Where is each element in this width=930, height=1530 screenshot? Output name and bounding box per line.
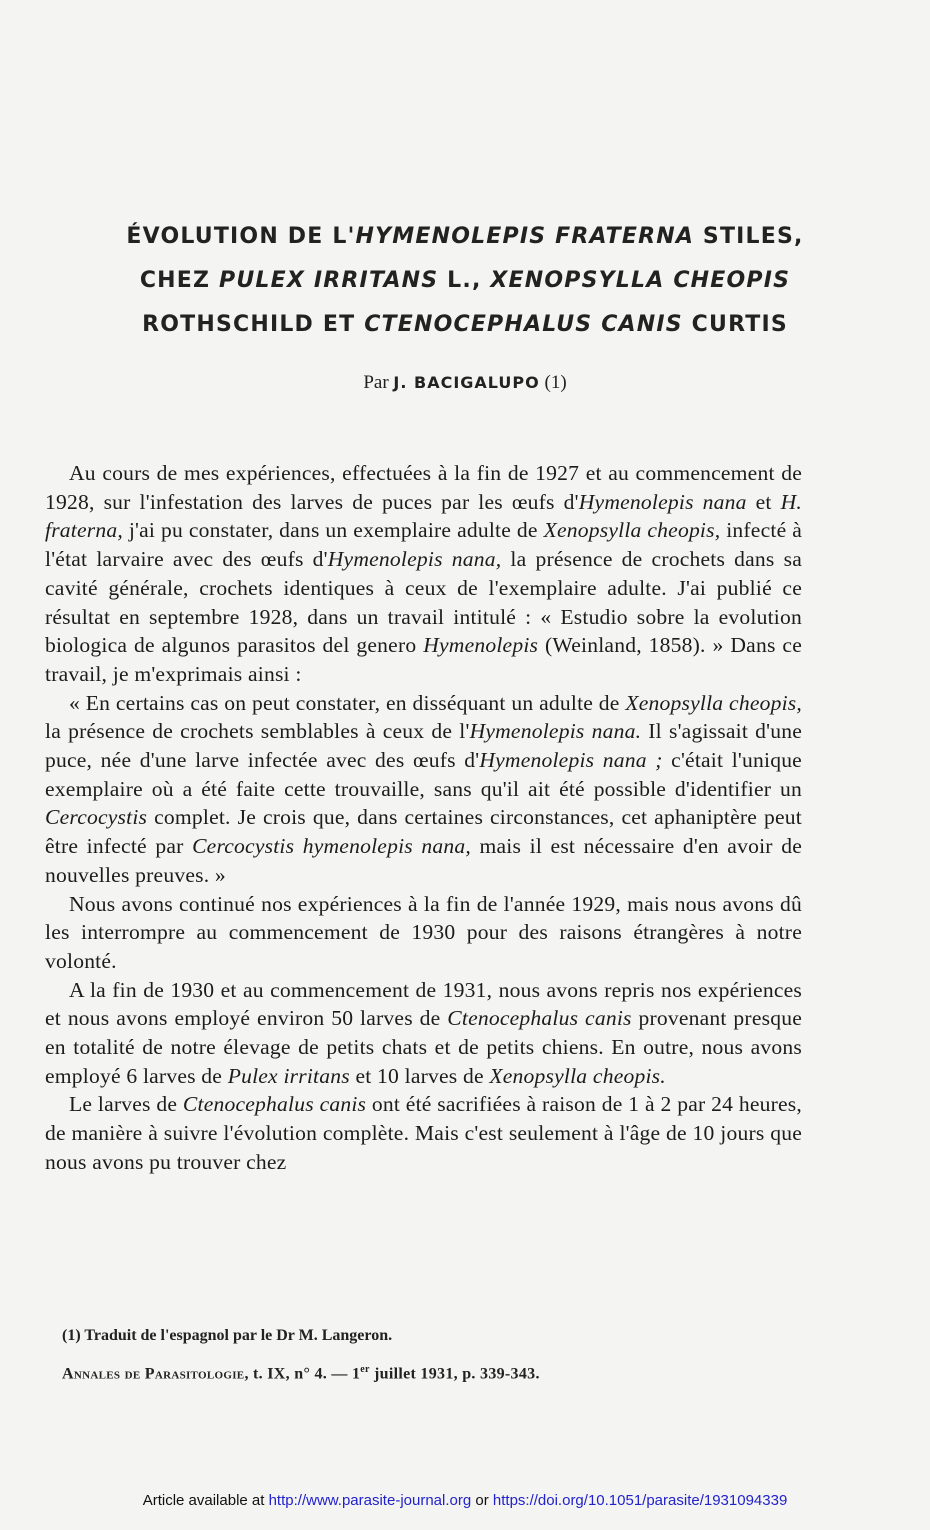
citation-sup: er (360, 1364, 370, 1375)
title-text: L., (438, 268, 491, 293)
title-species: CTENOCEPHALUS CANIS (364, 312, 683, 337)
author-name: J. BACIGALUPO (393, 373, 540, 392)
footer-text: Article available at (142, 1492, 269, 1509)
paragraph-5 (45, 1090, 802, 1176)
text: provenant presque en totalité de notre élevage de petits chats et de petits chiens. En outre, nous avons employé 6 larves de (45, 1006, 802, 1088)
title-text: ÉVOLUTION DE L' (126, 224, 356, 249)
byline (0, 372, 930, 394)
title-text: STILES, (694, 224, 804, 249)
journal-link[interactable]: http://www.parasite-journal.org (268, 1492, 472, 1509)
species-name: Cercocystis (45, 805, 148, 830)
text: et (746, 489, 781, 514)
species-name: H. fraterna, (45, 489, 802, 543)
species-name: Pulex irritans (227, 1063, 350, 1088)
title-text: ROTHSCHILD ET (142, 312, 365, 337)
title-species: XENOPSYLLA CHEOPIS (490, 268, 791, 293)
journal-name: Annales de Parasitologie (62, 1365, 245, 1383)
article-title (60, 215, 870, 347)
footer-text: or (471, 1492, 493, 1509)
species-name: Hymenolepis nana. (469, 719, 642, 744)
text: j'ai pu constater, dans un exemplaire adulte de (122, 518, 544, 543)
species-name: Xenopsylla cheopis, (543, 518, 721, 543)
title-line-1 (60, 215, 870, 259)
availability-footer (0, 1492, 930, 1509)
paragraph-4 (45, 976, 802, 1091)
paragraph-3: Nous avons continué nos expériences à la fin de l'année 1929, mais nous avons dû les interrompre au commencement de 1930 pour des raisons étrangères à notre volonté. (45, 891, 802, 973)
species-name: Ctenocephalus canis (182, 1092, 367, 1117)
article-body (45, 459, 802, 1177)
text: ont été sacrifiées à raison de 1 à 2 par 24 heures, de manière à suivre l'évolution complète. Mais c'est seulement à l'âge de 10 jours que nous avons pu trouver chez (45, 1092, 802, 1174)
footnote: (1) Traduit de l'espagnol par le Dr M. Langeron. (62, 1327, 393, 1344)
doi-link[interactable]: https://doi.org/10.1051/parasite/1931094339 (492, 1492, 788, 1509)
title-line-3 (60, 303, 870, 347)
species-name: Cercocystis hymenolepis nana, (192, 834, 471, 859)
species-name: Hymenolepis nana (578, 489, 747, 514)
text: mais il est nécessaire d'en avoir de nouvelles preuves. » (45, 834, 802, 887)
text: A la fin de 1930 et au commencement de 1931, nous avons repris nos expériences et nous avons employé environ 50 larves de (45, 977, 802, 1031)
text: c'était l'unique exemplaire où a été faite cette trouvaille, sans qu'il ait été possible d'identifier un (45, 748, 802, 801)
title-species: HYMENOLEPIS FRATERNA (355, 224, 695, 249)
citation-text: , t. IX, n° 4. — 1 (244, 1365, 361, 1383)
species-name: Hymenolepis nana ; (479, 748, 663, 773)
species-name: Hymenolepis (423, 633, 539, 658)
text: Il s'agissait d'une puce, née d'une larve infectée avec des œufs d' (45, 719, 802, 773)
text: la présence de crochets dans sa cavité générale, crochets identiques à ceux de l'exemplaire adulte. J'ai publié ce résultat en septembre 1928, dans un travail intitulé : « Estudio sobre la evolution biologica de algunos parasitos del genero (45, 547, 802, 658)
species-name: Xenopsylla cheopis. (489, 1063, 666, 1088)
text: Au cours de mes expériences, effectuées à la fin de 1927 et au commencement de 1928, sur l'infestation des larves de puces par les œufs d' (45, 461, 802, 514)
byline-prefix: Par (363, 372, 394, 393)
text: Le larves de (69, 1092, 183, 1117)
title-text: CHEZ (139, 268, 220, 293)
title-line-2 (60, 259, 870, 303)
text: et 10 larves de (349, 1063, 490, 1088)
footnote-ref: (1) (539, 372, 567, 393)
species-name: Hymenolepis nana, (327, 547, 502, 572)
text: « En certains cas on peut constater, en disséquant un adulte de (69, 690, 626, 715)
text: la présence de crochets semblables à ceux de l' (45, 719, 470, 744)
journal-citation (62, 1364, 540, 1383)
title-species: PULEX IRRITANS (219, 268, 439, 293)
text: infecté à l'état larvaire avec des œufs d' (45, 518, 802, 572)
text: complet. Je crois que, dans certaines circonstances, cet aphaniptère peut être infecté par (45, 805, 802, 859)
paragraph-1 (45, 459, 802, 689)
text: (Weinland, 1858). » Dans ce travail, je m'exprimais ainsi : (45, 633, 802, 686)
citation-text: juillet 1931, p. 339-343. (369, 1365, 540, 1383)
species-name: Xenopsylla cheopis, (625, 690, 802, 715)
title-text: CURTIS (682, 312, 788, 337)
paragraph-quote (45, 689, 802, 890)
species-name: Ctenocephalus canis (447, 1006, 632, 1031)
